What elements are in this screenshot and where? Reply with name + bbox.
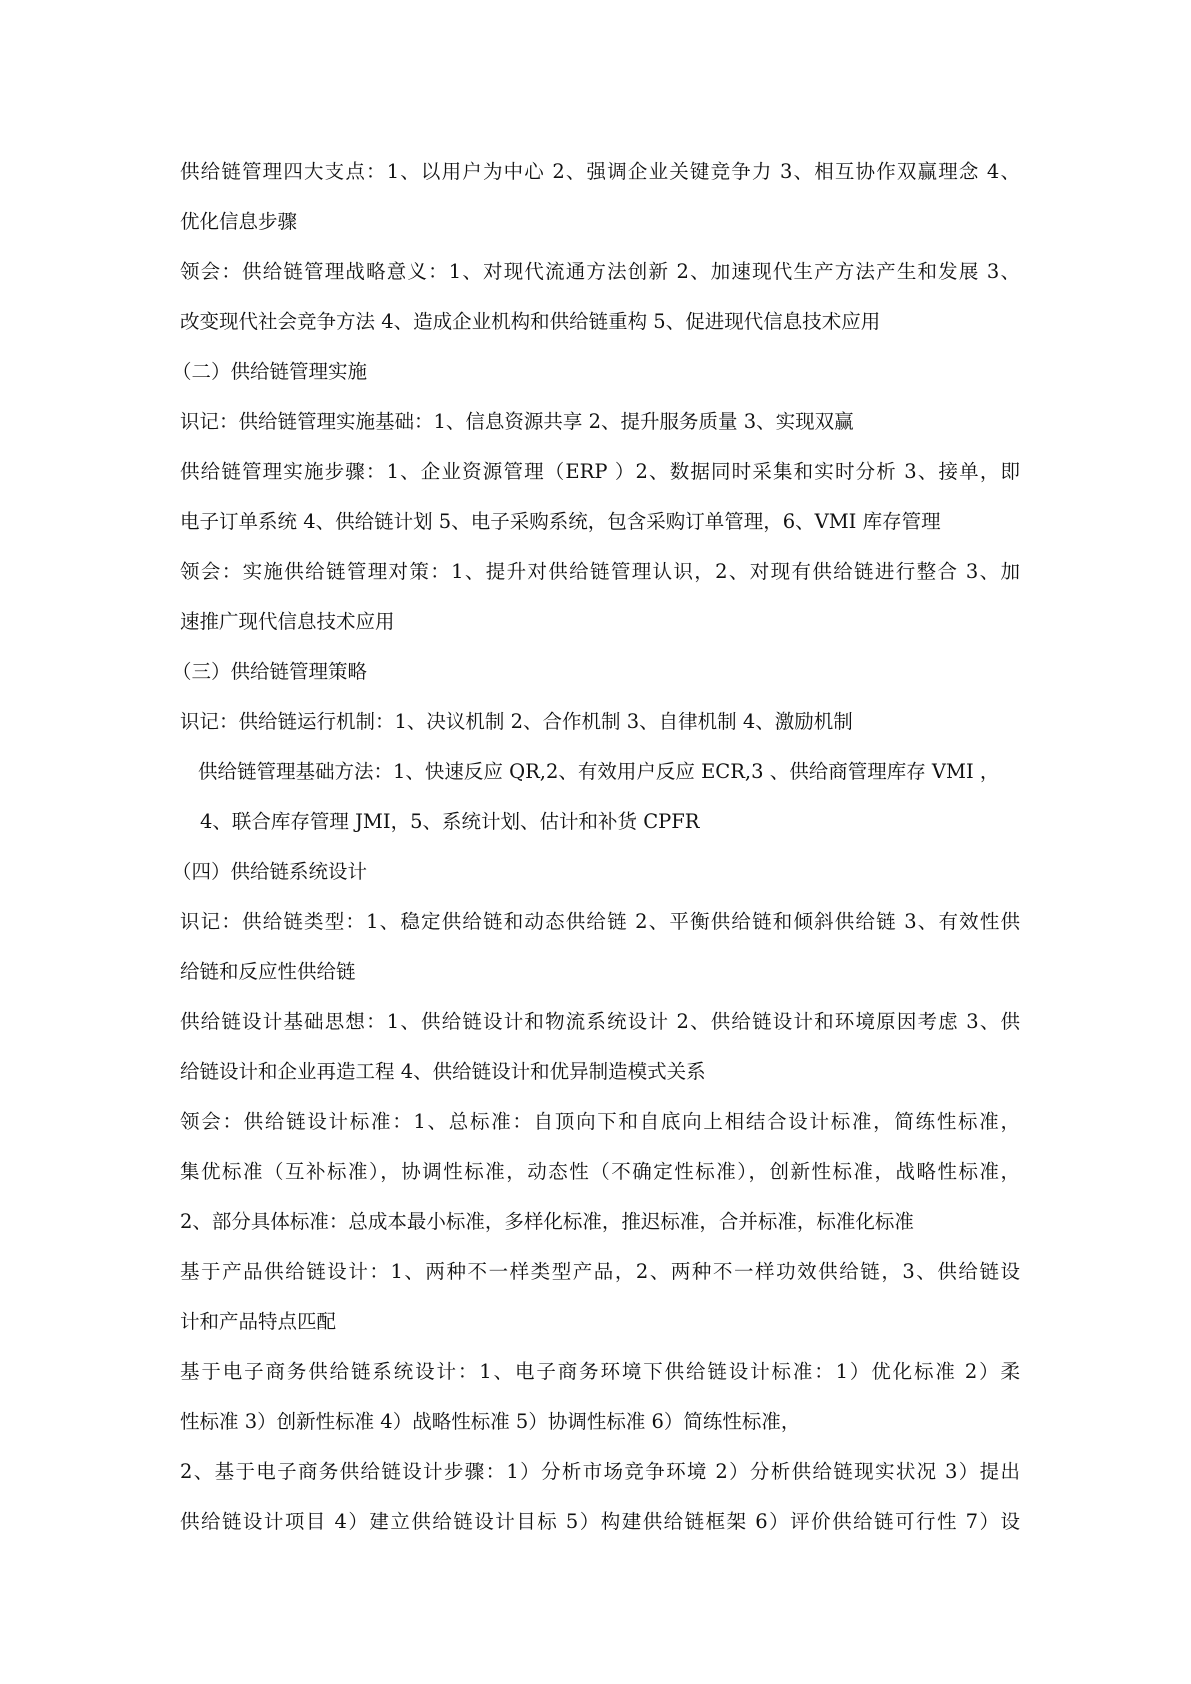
- paragraph-implementation-measures: [180, 547, 1020, 647]
- paragraph-ecommerce-steps: [180, 1447, 1020, 1547]
- text-line: 领会：实施供给链管理对策：1、提升对供给链管理认识，2、对现有供给链进行整合 3、加: [180, 560, 1020, 583]
- text-line: 速推广现代信息技术应用: [180, 610, 395, 633]
- text-line: 供给链设计基础思想：1、供给链设计和物流系统设计 2、供给链设计和环境原因考虑 3、供: [180, 1010, 1020, 1033]
- text-line: 电子订单系统 4、供给链计划 5、电子采购系统，包含采购订单管理，6、VMI 库存管理: [180, 510, 941, 533]
- text-line: 优化信息步骤: [180, 210, 298, 233]
- text-line: 识记：供给链类型：1、稳定供给链和动态供给链 2、平衡供给链和倾斜供给链 3、有效性供: [180, 910, 1020, 933]
- text-line: 供给链管理四大支点：1、以用户为中心 2、强调企业关键竞争力 3、相互协作双赢理念 4、: [180, 160, 1020, 183]
- text-line: 性标准 3）创新性标准 4）战略性标准 5）协调性标准 6）简练性标准，: [180, 1410, 801, 1433]
- section-heading: （四）供给链系统设计: [172, 860, 368, 883]
- paragraph-ecommerce-design: [180, 1347, 1020, 1447]
- text-line: 2、部分具体标准：总成本最小标准，多样化标准，推迟标准，合并标准，标准化标准: [180, 1210, 914, 1233]
- paragraph-design-standards: [180, 1097, 1020, 1247]
- text-line: 改变现代社会竞争方法 4、造成企业机构和供给链重构 5、促进现代信息技术应用: [180, 310, 881, 333]
- text-line: 领会：供给链设计标准：1、总标准：自顶向下和自底向上相结合设计标准，简练性标准，: [180, 1110, 1020, 1133]
- paragraph-chain-types: [180, 897, 1020, 997]
- paragraph-product-based-design: [180, 1247, 1020, 1347]
- section-heading-strategy: [172, 647, 1020, 697]
- text-line: 识记：供给链管理实施基础：1、信息资源共享 2、提升服务质量 3、实现双赢: [180, 410, 854, 433]
- paragraph-design-ideas: [180, 997, 1020, 1097]
- text-line: 2、基于电子商务供给链设计步骤：1）分析市场竞争环境 2）分析供给链现实状况 3）提出: [180, 1460, 1020, 1483]
- text-line: 识记：供给链运行机制：1、决议机制 2、合作机制 3、自律机制 4、激励机制: [180, 710, 853, 733]
- paragraph-support-points: [180, 147, 1020, 247]
- text-line: 集优标准（互补标准），协调性标准，动态性（不确定性标准），创新性标准，战略性标准，: [180, 1160, 1020, 1183]
- text-line: 4、联合库存管理 JMI，5、系统计划、估计和补货 CPFR: [200, 810, 700, 833]
- paragraph-implementation-basis: [180, 397, 1020, 447]
- section-heading-system-design: [172, 847, 1020, 897]
- section-heading-implementation: [172, 347, 1020, 397]
- section-heading: （三）供给链管理策略: [172, 660, 368, 683]
- paragraph-strategic-significance: [180, 247, 1020, 347]
- text-line: 供给链管理实施步骤：1、企业资源管理（ERP ）2、数据同时采集和实时分析 3、接单，即: [180, 460, 1020, 483]
- text-line: 基于电子商务供给链系统设计：1、电子商务环境下供给链设计标准：1）优化标准 2）柔: [180, 1360, 1020, 1383]
- paragraph-basic-methods: [180, 747, 1020, 847]
- text-line: 计和产品特点匹配: [180, 1310, 337, 1333]
- text-line: 给链和反应性供给链: [180, 960, 356, 983]
- paragraph-implementation-steps: [180, 447, 1020, 547]
- section-heading: （二）供给链管理实施: [172, 360, 368, 383]
- text-line: 给链设计和企业再造工程 4、供给链设计和优异制造模式关系: [180, 1060, 706, 1083]
- document-page: [172, 147, 1020, 1547]
- text-line: 供给链设计项目 4）建立供给链设计目标 5）构建供给链框架 6）评价供给链可行性 7）设: [180, 1510, 1020, 1533]
- text-line: 供给链管理基础方法：1、快速反应 QR,2、有效用户反应 ECR,3 、供给商管理库存 VMI ，: [198, 760, 1000, 783]
- text-line: 基于产品供给链设计：1、两种不一样类型产品，2、两种不一样功效供给链，3、供给链设: [180, 1260, 1020, 1283]
- text-line: 领会：供给链管理战略意义：1、对现代流通方法创新 2、加速现代生产方法产生和发展 3、: [180, 260, 1020, 283]
- paragraph-operation-mechanism: [180, 697, 1020, 747]
